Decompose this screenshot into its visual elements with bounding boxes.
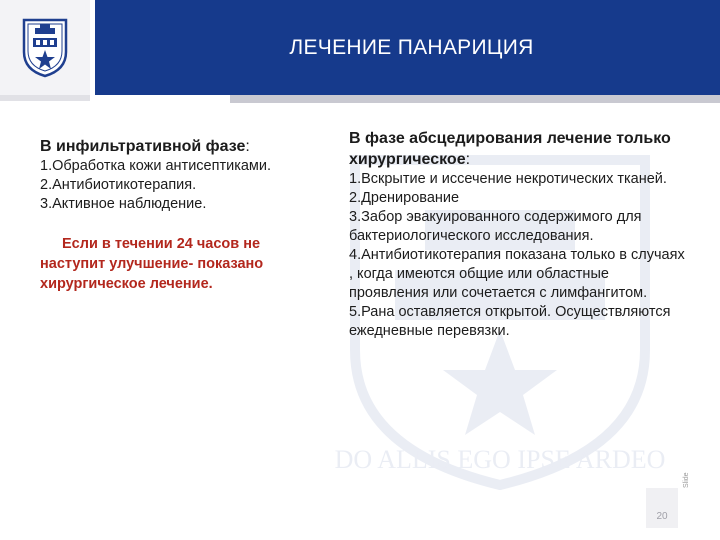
- title-banner-shadow: [230, 95, 720, 103]
- right-item-3: 3.Забор эвакуированного содержимого для бактериологического исследования.: [349, 209, 642, 244]
- side-label: Slide: [683, 472, 690, 488]
- right-heading-colon: :: [465, 151, 471, 168]
- right-column: [349, 128, 689, 341]
- title-banner: [95, 0, 720, 95]
- left-item-1: 1.Обработка кожи антисептиками.: [40, 158, 272, 174]
- left-note: Если в течении 24 часов не наступит улучшение- показано хирургическое лечение.: [40, 236, 264, 292]
- left-heading-text: В инфильтративной фазе: [40, 138, 246, 155]
- right-heading: [349, 128, 689, 170]
- right-item-4: 4.Антибиотикотерапия показана только в случаях , когда имеются общие или областные проявления или сочетается с лимфангитом.: [349, 247, 685, 301]
- left-heading: [40, 136, 310, 157]
- logo-panel-shadow: [0, 95, 90, 101]
- right-heading-text: В фазе абсцедирования лечение только хирургическое: [349, 130, 671, 168]
- left-item-2: 2.Антибиотикотерапия.: [40, 177, 197, 193]
- right-item-5: 5.Рана оставляется открытой. Осуществляются ежедневные перевязки.: [349, 304, 671, 339]
- right-item-2: 2.Дренирование: [349, 190, 460, 206]
- university-crest-icon: [20, 16, 70, 78]
- left-column: [40, 136, 310, 294]
- left-item-3: 3.Активное наблюдение.: [40, 196, 207, 212]
- right-item-1: 1.Вскрытие и иссечение некротических тканей.: [349, 171, 667, 187]
- logo-panel: [0, 0, 90, 95]
- left-heading-colon: :: [245, 138, 250, 155]
- page-title: ЛЕЧЕНИЕ ПАНАРИЦИЯ: [289, 35, 534, 59]
- page-number: 20: [646, 488, 678, 528]
- watermark-motto: DO ALLIS EGO IPSE ARDEO: [335, 445, 665, 474]
